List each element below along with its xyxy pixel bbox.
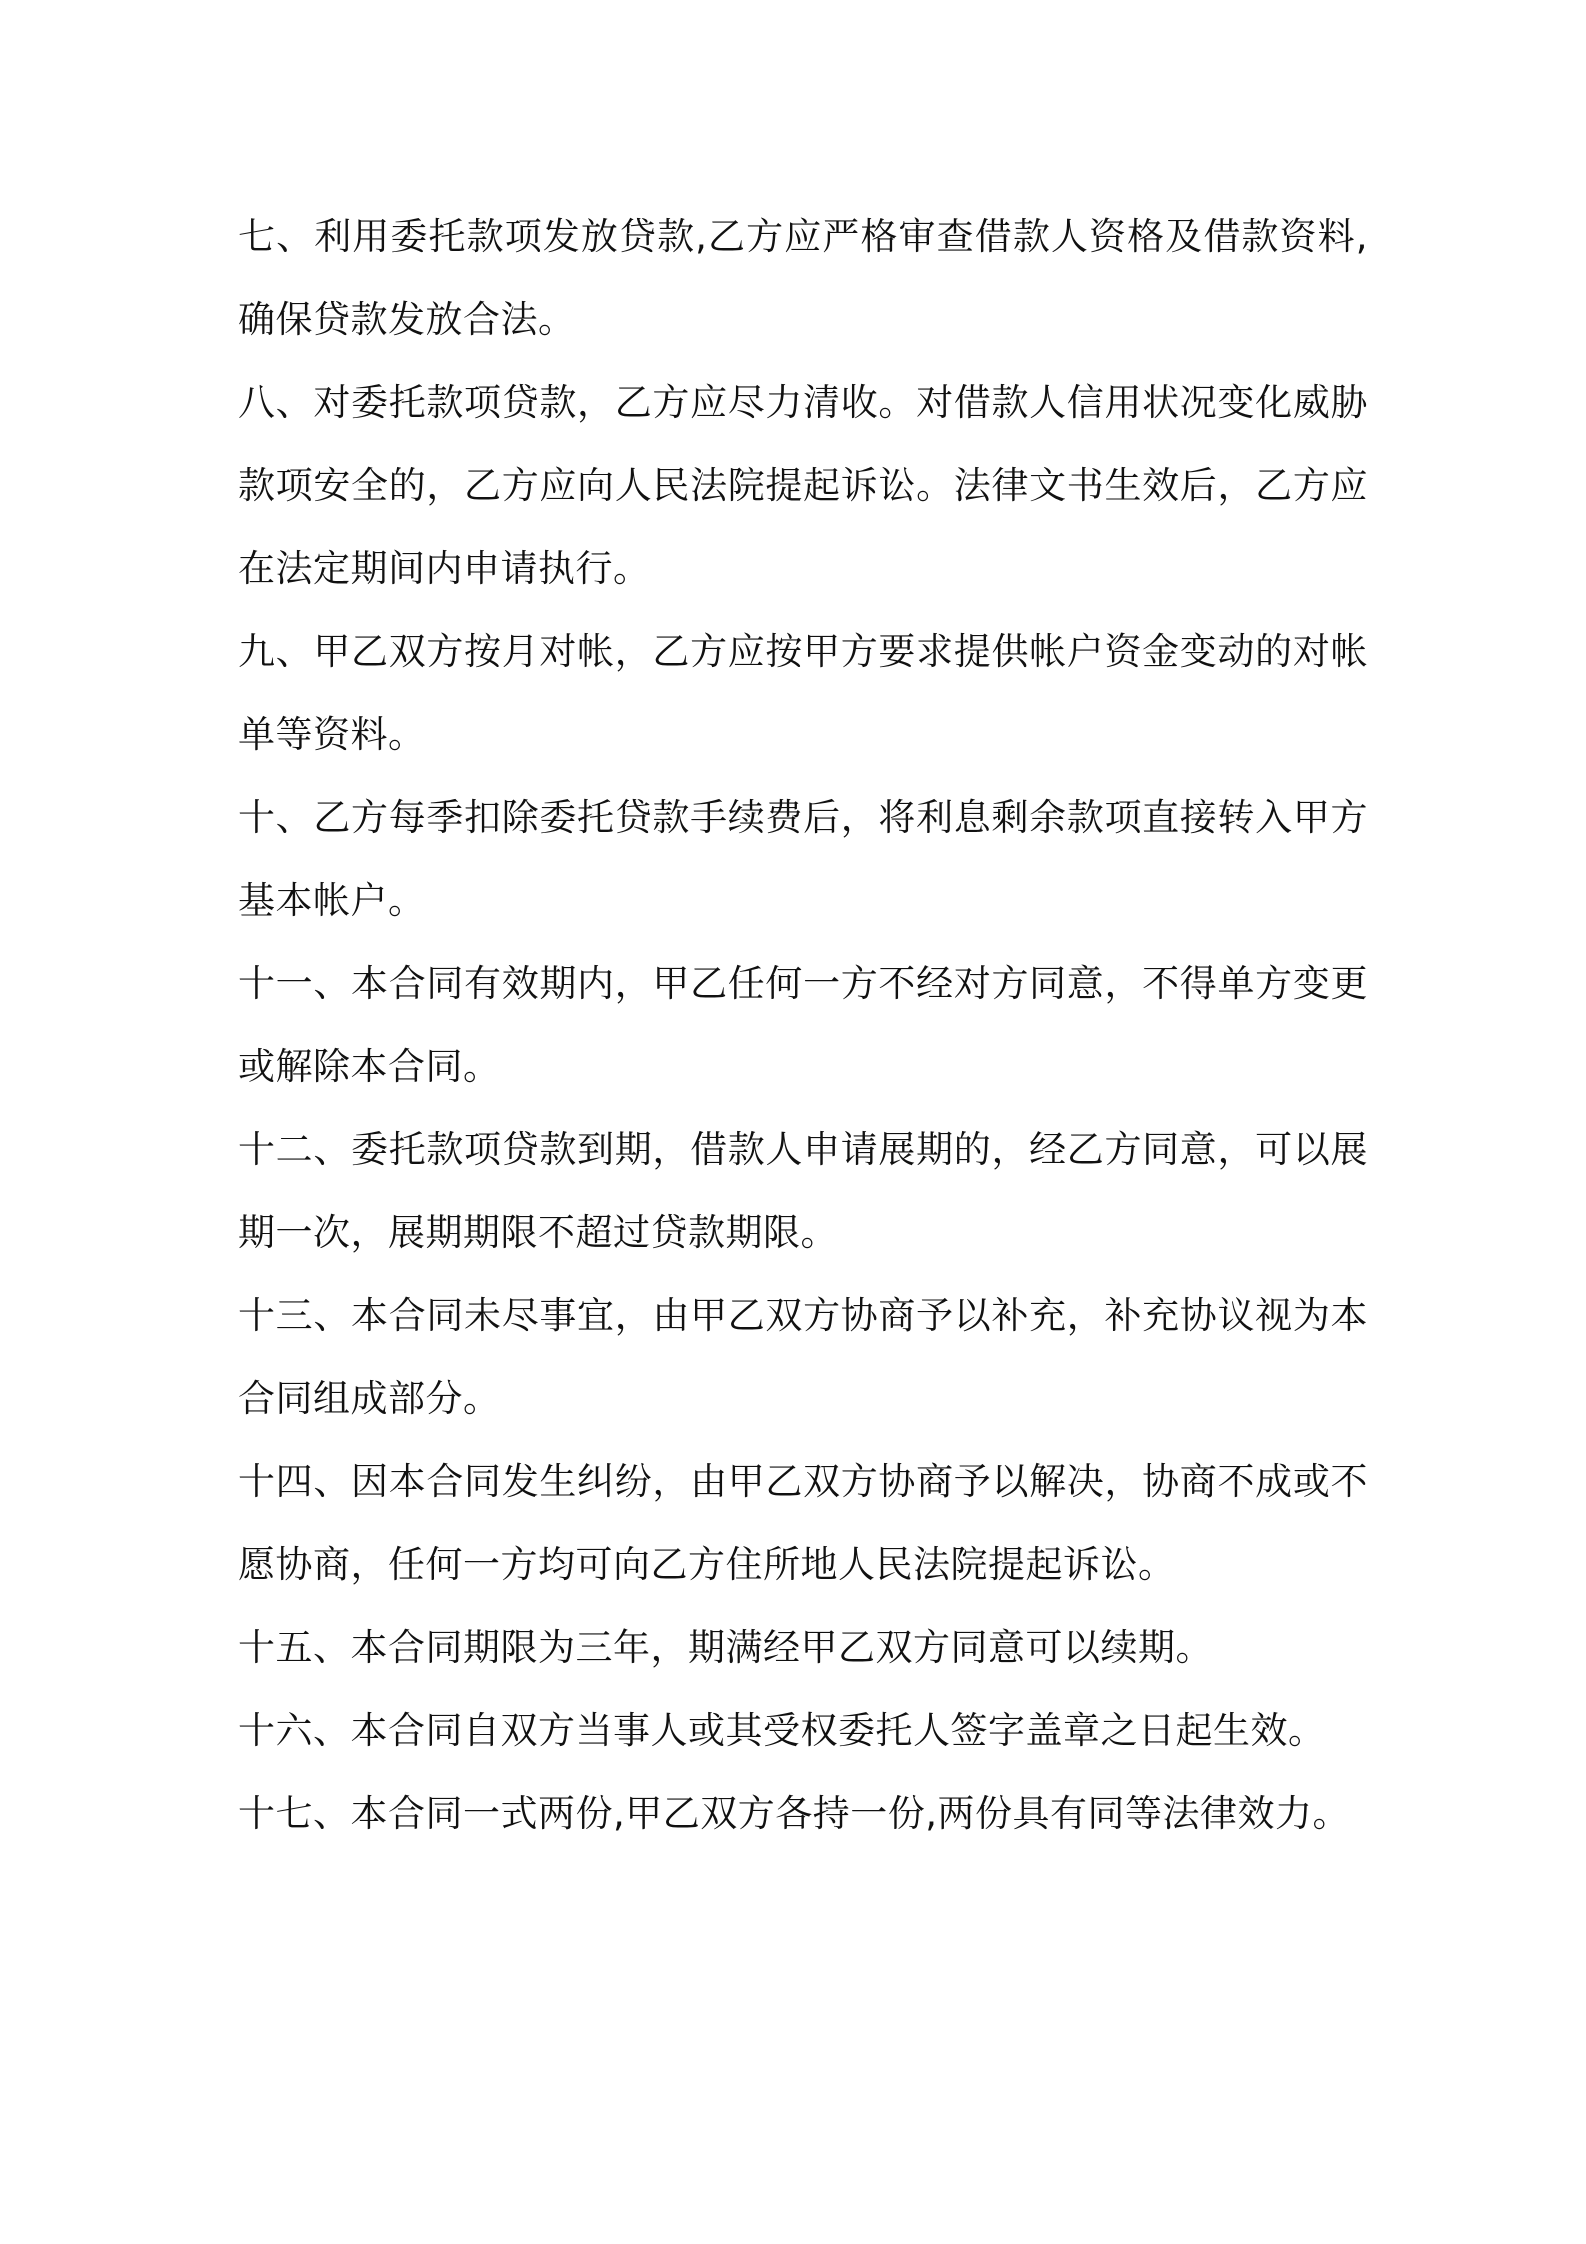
- clause-7: 七、利用委托款项发放贷款,乙方应严格审查借款人资格及借款资料,确保贷款发放合法。: [238, 215, 1368, 341]
- clause-16: 十六、本合同自双方当事人或其受权委托人签字盖章之日起生效。: [238, 1709, 1326, 1752]
- contract-clauses: [238, 195, 1368, 1855]
- clause-15: 十五、本合同期限为三年，期满经甲乙双方同意可以续期。: [238, 1626, 1213, 1669]
- clause-11: 十一、本合同有效期内，甲乙任何一方不经对方同意，不得单方变更或解除本合同。: [238, 962, 1368, 1088]
- clause-14: 十四、因本合同发生纠纷，由甲乙双方协商予以解决，协商不成或不愿协商，任何一方均可向乙方住所地人民法院提起诉讼。: [238, 1460, 1368, 1586]
- clause-17: 十七、本合同一式两份,甲乙双方各持一份,两份具有同等法律效力。: [238, 1792, 1351, 1835]
- clause-12: 十二、委托款项贷款到期，借款人申请展期的，经乙方同意，可以展期一次，展期期限不超过贷款期限。: [238, 1128, 1368, 1254]
- clause-8: 八、对委托款项贷款，乙方应尽力清收。对借款人信用状况变化威胁款项安全的，乙方应向人民法院提起诉讼。法律文书生效后，乙方应在法定期间内申请执行。: [238, 381, 1368, 590]
- clause-9: 九、甲乙双方按月对帐，乙方应按甲方要求提供帐户资金变动的对帐单等资料。: [238, 630, 1368, 756]
- clause-13: 十三、本合同未尽事宜，由甲乙双方协商予以补充，补充协议视为本合同组成部分。: [238, 1294, 1368, 1420]
- clause-10: 十、乙方每季扣除委托贷款手续费后，将利息剩余款项直接转入甲方基本帐户。: [238, 796, 1368, 922]
